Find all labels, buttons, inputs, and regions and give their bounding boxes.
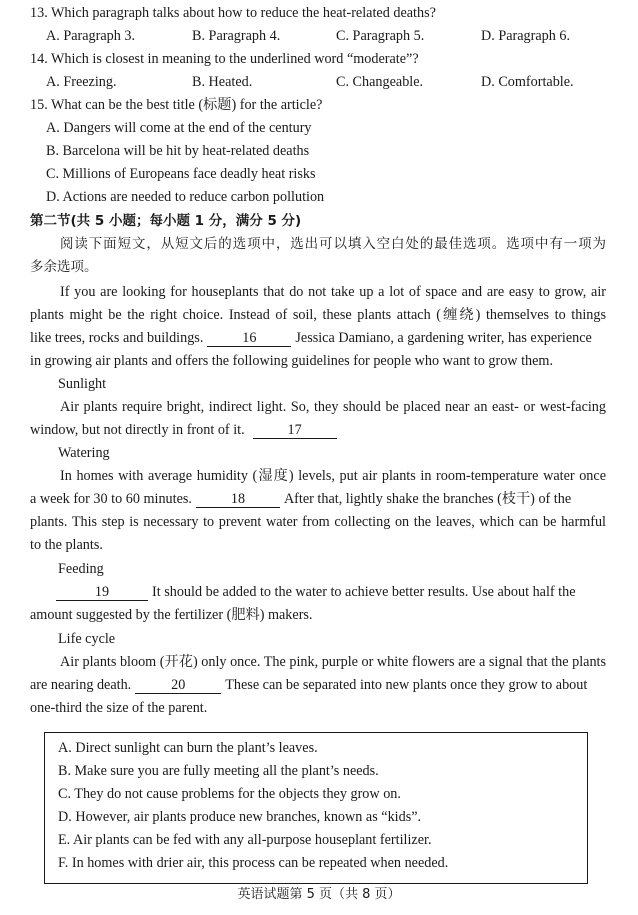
q15-option-c: C. Millions of Europeans face deadly heat risks <box>46 166 316 182</box>
passage-line-with-blank-20 <box>30 675 587 695</box>
subheading-feeding: Feeding <box>58 561 104 577</box>
passage-text: After that, lightly shake the branches (枝干) of the <box>283 491 572 507</box>
q15-option-a: A. Dangers will come at the end of the century <box>46 120 312 136</box>
passage-line: plants. This step is necessary to prevent water from collecting on the leaves, which can be harmful <box>30 514 606 530</box>
choice-f: F. In homes with drier air, this process can be repeated when needed. <box>58 855 449 871</box>
subheading-life-cycle: Life cycle <box>58 631 116 647</box>
passage-text: window, but not directly in front of it. <box>30 422 245 438</box>
q13-option-c: C. Paragraph 5. <box>336 28 425 44</box>
q14-option-b: B. Heated. <box>192 74 253 90</box>
choice-b: B. Make sure you are fully meeting all the plant’s needs. <box>58 763 379 779</box>
subheading-sunlight: Sunlight <box>58 376 107 392</box>
section-2-heading: 第二节(共 5 小题；每小题 1 分，满分 5 分) <box>30 213 302 229</box>
passage-line: to the plants. <box>30 537 103 553</box>
q13-option-b: B. Paragraph 4. <box>192 28 281 44</box>
blank-18: 18 <box>196 491 280 508</box>
q15-option-d: D. Actions are needed to reduce carbon pollution <box>46 189 325 205</box>
page-footer: 英语试题第 5 页（共 8 页） <box>237 887 401 902</box>
passage-line: If you are looking for houseplants that do not take up a lot of space and are easy to grow, air <box>60 284 606 300</box>
choices-box <box>44 732 588 884</box>
passage-text: a week for 30 to 60 minutes. <box>30 491 192 507</box>
q15-option-b: B. Barcelona will be hit by heat-related deaths <box>46 143 310 159</box>
question-15-stem: 15. What can be the best title (标题) for the article? <box>30 97 323 113</box>
q14-option-d: D. Comfortable. <box>481 74 574 90</box>
passage-line: amount suggested by the fertilizer (肥料) makers. <box>30 607 313 623</box>
q13-option-d: D. Paragraph 6. <box>481 28 571 44</box>
passage-line: plants might be the right choice. Instead of soil, these plants attach (缠绕) themselves to things <box>30 307 606 323</box>
passage-line: in growing air plants and offers the following guidelines for people who want to grow them. <box>30 353 553 369</box>
choice-e: E. Air plants can be fed with any all-purpose houseplant fertilizer. <box>58 832 432 848</box>
choice-d: D. However, air plants produce new branches, known as “kids”. <box>58 809 422 825</box>
question-13-stem: 13. Which paragraph talks about how to reduce the heat-related deaths? <box>30 5 436 21</box>
section-2-instruction-line-2: 多余选项。 <box>30 259 98 275</box>
q14-stem-quote: “moderate” <box>346 51 413 67</box>
blank-19: 19 <box>56 584 148 601</box>
choice-c: C. They do not cause problems for the objects they grow on. <box>58 786 401 802</box>
passage-line-with-blank-19 <box>56 582 576 602</box>
blank-20: 20 <box>135 677 221 694</box>
q14-option-c: C. Changeable. <box>336 74 424 90</box>
q14-stem-after: ? <box>412 51 419 67</box>
passage-text: are nearing death. <box>30 677 132 693</box>
passage-line: In homes with average humidity (湿度) levels, put air plants in room-temperature water once <box>60 468 606 484</box>
q13-option-a: A. Paragraph 3. <box>46 28 136 44</box>
q14-option-a: A. Freezing. <box>46 74 117 90</box>
subheading-watering: Watering <box>58 445 110 461</box>
passage-text: These can be separated into new plants once they grow to about <box>225 677 588 693</box>
q14-stem-before: 14. Which is closest in meaning to the underlined word <box>30 51 347 67</box>
passage-line: one-third the size of the parent. <box>30 700 208 716</box>
passage-text: It should be added to the water to achieve better results. Use about half the <box>152 584 576 600</box>
passage-text: Jessica Damiano, a gardening writer, has experience <box>295 330 592 346</box>
passage-line: Air plants bloom (开花) only once. The pink, purple or white flowers are a signal that the plants <box>60 654 606 670</box>
choice-a: A. Direct sunlight can burn the plant’s leaves. <box>58 740 318 756</box>
blank-17: 17 <box>253 422 337 439</box>
question-14-stem <box>30 49 419 69</box>
passage-line-with-blank-16 <box>30 328 592 348</box>
passage-line-with-blank-18 <box>30 489 571 509</box>
section-2-instruction-line-1: 阅读下面短文，从短文后的选项中，选出可以填入空白处的最佳选项。选项中有一项为 <box>60 236 606 252</box>
passage-line: Air plants require bright, indirect light. So, they should be placed near an east- or west-facing <box>60 399 606 415</box>
blank-16: 16 <box>207 330 291 347</box>
passage-line-with-blank-17 <box>30 420 341 440</box>
passage-text: like trees, rocks and buildings. <box>30 330 204 346</box>
